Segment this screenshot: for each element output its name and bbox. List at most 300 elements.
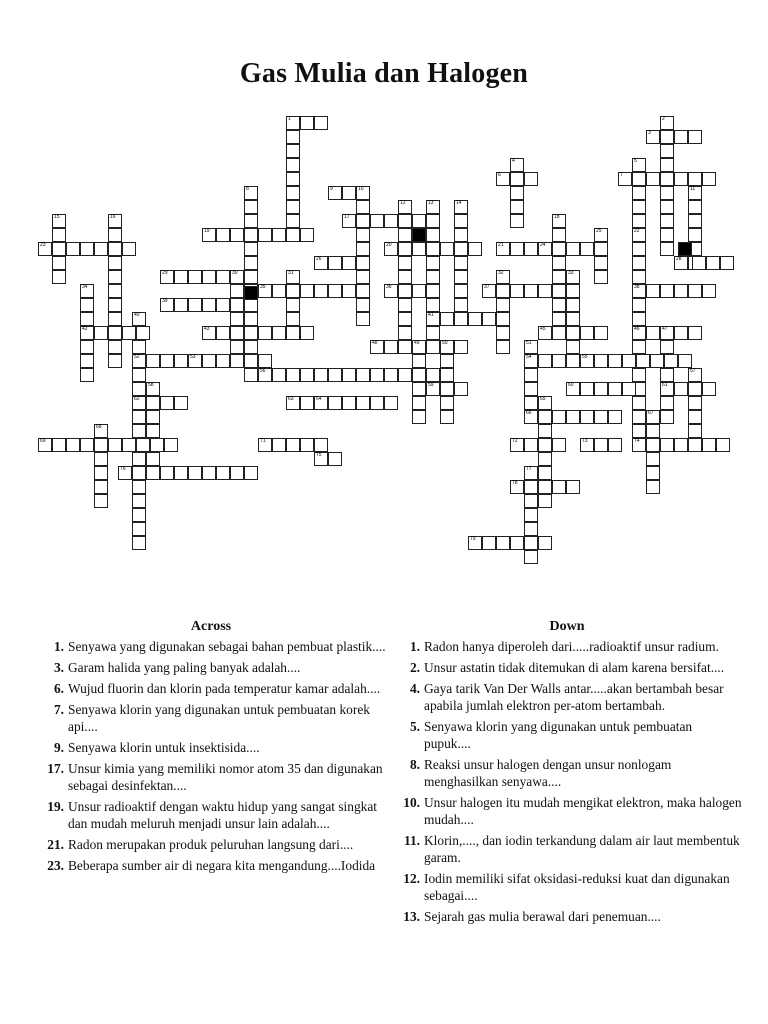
grid-cell[interactable] [646,452,660,466]
grid-cell[interactable] [660,438,674,452]
grid-cell[interactable] [632,396,646,410]
grid-cell[interactable] [132,312,146,326]
grid-cell[interactable] [660,284,674,298]
grid-cell[interactable] [632,172,646,186]
grid-cell[interactable] [688,284,702,298]
grid-cell[interactable] [146,396,160,410]
grid-cell[interactable] [370,396,384,410]
grid-cell[interactable] [552,438,566,452]
grid-cell[interactable] [566,326,580,340]
grid-cell[interactable] [328,284,342,298]
grid-cell[interactable] [258,368,272,382]
grid-cell[interactable] [300,228,314,242]
grid-cell[interactable] [646,130,660,144]
grid-cell[interactable] [716,438,730,452]
grid-cell[interactable] [146,466,160,480]
grid-cell[interactable] [398,242,412,256]
grid-cell[interactable] [688,130,702,144]
grid-cell[interactable] [538,536,552,550]
grid-cell[interactable] [688,396,702,410]
grid-cell[interactable] [538,396,552,410]
grid-cell[interactable] [538,242,552,256]
grid-cell[interactable] [286,396,300,410]
grid-cell[interactable] [94,494,108,508]
grid-cell[interactable] [132,368,146,382]
grid-cell[interactable] [244,466,258,480]
grid-cell[interactable] [132,480,146,494]
grid-cell[interactable] [80,368,94,382]
grid-cell[interactable] [608,382,622,396]
grid-cell[interactable] [538,494,552,508]
grid-cell[interactable] [636,354,650,368]
grid-cell[interactable] [272,284,286,298]
grid-cell[interactable] [244,340,258,354]
grid-cell[interactable] [38,242,52,256]
grid-cell[interactable] [300,438,314,452]
grid-cell[interactable] [632,200,646,214]
grid-cell[interactable] [688,410,702,424]
grid-cell[interactable] [356,228,370,242]
grid-cell[interactable] [632,284,646,298]
grid-cell[interactable] [660,200,674,214]
grid-cell[interactable] [632,298,646,312]
grid-cell[interactable] [496,340,510,354]
grid-cell[interactable] [132,354,146,368]
grid-cell[interactable] [580,242,594,256]
grid-cell[interactable] [594,228,608,242]
grid-cell[interactable] [660,326,674,340]
grid-cell[interactable] [286,130,300,144]
grid-cell[interactable] [398,284,412,298]
grid-cell[interactable] [384,242,398,256]
grid-cell[interactable] [132,494,146,508]
grid-cell[interactable] [80,298,94,312]
grid-cell[interactable] [552,480,566,494]
grid-cell[interactable] [454,340,468,354]
grid-cell[interactable] [678,354,692,368]
grid-cell[interactable] [524,354,538,368]
grid-cell[interactable] [622,354,636,368]
grid-cell[interactable] [688,228,702,242]
grid-cell[interactable] [384,396,398,410]
grid-cell[interactable] [146,354,160,368]
grid-cell[interactable] [136,438,150,452]
grid-cell[interactable] [594,326,608,340]
grid-cell[interactable] [108,256,122,270]
grid-cell[interactable] [580,326,594,340]
grid-cell[interactable] [398,228,412,242]
grid-cell[interactable] [660,410,674,424]
grid-cell[interactable] [454,242,468,256]
grid-cell[interactable] [108,298,122,312]
grid-cell[interactable] [52,228,66,242]
grid-cell[interactable] [244,186,258,200]
grid-cell[interactable] [384,284,398,298]
grid-cell[interactable] [286,116,300,130]
grid-cell[interactable] [688,438,702,452]
grid-cell[interactable] [538,466,552,480]
grid-cell[interactable] [328,186,342,200]
grid-cell[interactable] [122,326,136,340]
grid-cell[interactable] [94,242,108,256]
grid-cell[interactable] [398,256,412,270]
grid-cell[interactable] [286,144,300,158]
grid-cell[interactable] [552,270,566,284]
grid-cell[interactable] [660,228,674,242]
grid-cell[interactable] [566,312,580,326]
grid-cell[interactable] [566,410,580,424]
grid-cell[interactable] [356,312,370,326]
grid-cell[interactable] [230,326,244,340]
grid-cell[interactable] [468,242,482,256]
grid-cell[interactable] [132,466,146,480]
grid-cell[interactable] [646,326,660,340]
grid-cell[interactable] [426,284,440,298]
grid-cell[interactable] [632,256,646,270]
grid-cell[interactable] [202,354,216,368]
grid-cell[interactable] [286,312,300,326]
grid-cell[interactable] [258,326,272,340]
grid-cell[interactable] [632,158,646,172]
grid-cell[interactable] [650,354,664,368]
grid-cell[interactable] [524,284,538,298]
grid-cell[interactable] [524,172,538,186]
grid-cell[interactable] [454,284,468,298]
grid-cell[interactable] [272,368,286,382]
grid-cell[interactable] [552,242,566,256]
grid-cell[interactable] [688,424,702,438]
grid-cell[interactable] [370,214,384,228]
grid-cell[interactable] [702,284,716,298]
grid-cell[interactable] [286,326,300,340]
grid-cell[interactable] [122,242,136,256]
grid-cell[interactable] [454,256,468,270]
grid-cell[interactable] [286,368,300,382]
grid-cell[interactable] [52,270,66,284]
grid-cell[interactable] [538,480,552,494]
grid-cell[interactable] [286,228,300,242]
grid-cell[interactable] [426,368,440,382]
grid-cell[interactable] [286,186,300,200]
grid-cell[interactable] [552,214,566,228]
grid-cell[interactable] [202,326,216,340]
grid-cell[interactable] [510,214,524,228]
grid-cell[interactable] [580,354,594,368]
grid-cell[interactable] [440,410,454,424]
grid-cell[interactable] [566,284,580,298]
grid-cell[interactable] [482,536,496,550]
grid-cell[interactable] [384,214,398,228]
grid-cell[interactable] [632,340,646,354]
grid-cell[interactable] [80,340,94,354]
grid-cell[interactable] [66,438,80,452]
grid-cell[interactable] [632,410,646,424]
grid-cell[interactable] [398,214,412,228]
grid-cell[interactable] [286,172,300,186]
grid-cell[interactable] [566,270,580,284]
grid-cell[interactable] [552,284,566,298]
grid-cell[interactable] [108,354,122,368]
grid-cell[interactable] [632,242,646,256]
grid-cell[interactable] [132,340,146,354]
grid-cell[interactable] [94,424,108,438]
grid-cell[interactable] [580,382,594,396]
grid-cell[interactable] [660,186,674,200]
grid-cell[interactable] [52,214,66,228]
grid-cell[interactable] [356,186,370,200]
grid-cell[interactable] [286,284,300,298]
grid-cell[interactable] [552,354,566,368]
grid-cell[interactable] [552,228,566,242]
grid-cell[interactable] [80,354,94,368]
grid-cell[interactable] [146,410,160,424]
grid-cell[interactable] [440,354,454,368]
grid-cell[interactable] [426,214,440,228]
grid-cell[interactable] [720,256,734,270]
grid-cell[interactable] [632,368,646,382]
grid-cell[interactable] [398,298,412,312]
grid-cell[interactable] [538,424,552,438]
grid-cell[interactable] [510,200,524,214]
grid-cell[interactable] [244,228,258,242]
grid-cell[interactable] [496,312,510,326]
grid-cell[interactable] [608,354,622,368]
grid-cell[interactable] [538,354,552,368]
grid-cell[interactable] [524,480,538,494]
grid-cell[interactable] [328,396,342,410]
grid-cell[interactable] [412,242,426,256]
grid-cell[interactable] [244,214,258,228]
grid-cell[interactable] [632,270,646,284]
grid-cell[interactable] [244,270,258,284]
grid-cell[interactable] [286,200,300,214]
grid-cell[interactable] [454,312,468,326]
grid-cell[interactable] [660,130,674,144]
grid-cell[interactable] [692,256,706,270]
grid-cell[interactable] [660,396,674,410]
grid-cell[interactable] [314,284,328,298]
grid-cell[interactable] [244,200,258,214]
grid-cell[interactable] [646,172,660,186]
grid-cell[interactable] [660,172,674,186]
grid-cell[interactable] [524,522,538,536]
grid-cell[interactable] [136,326,150,340]
grid-cell[interactable] [412,284,426,298]
grid-cell[interactable] [300,284,314,298]
grid-cell[interactable] [660,144,674,158]
grid-cell[interactable] [108,312,122,326]
grid-cell[interactable] [454,214,468,228]
grid-cell[interactable] [496,536,510,550]
grid-cell[interactable] [702,382,716,396]
grid-cell[interactable] [660,382,674,396]
grid-cell[interactable] [132,452,146,466]
grid-cell[interactable] [108,270,122,284]
grid-cell[interactable] [608,410,622,424]
grid-cell[interactable] [412,382,426,396]
grid-cell[interactable] [524,340,538,354]
grid-cell[interactable] [258,438,272,452]
grid-cell[interactable] [188,298,202,312]
grid-cell[interactable] [230,354,244,368]
grid-cell[interactable] [412,340,426,354]
grid-cell[interactable] [300,396,314,410]
grid-cell[interactable] [496,284,510,298]
grid-cell[interactable] [538,410,552,424]
grid-cell[interactable] [524,494,538,508]
grid-cell[interactable] [52,256,66,270]
grid-cell[interactable] [160,298,174,312]
grid-cell[interactable] [108,284,122,298]
grid-cell[interactable] [342,396,356,410]
grid-cell[interactable] [524,438,538,452]
grid-cell[interactable] [632,214,646,228]
grid-cell[interactable] [150,438,164,452]
grid-cell[interactable] [202,298,216,312]
grid-cell[interactable] [632,186,646,200]
grid-cell[interactable] [286,270,300,284]
grid-cell[interactable] [216,354,230,368]
grid-cell[interactable] [552,298,566,312]
grid-cell[interactable] [524,466,538,480]
grid-cell[interactable] [688,368,702,382]
grid-cell[interactable] [80,242,94,256]
grid-cell[interactable] [108,340,122,354]
grid-cell[interactable] [594,382,608,396]
grid-cell[interactable] [160,396,174,410]
grid-cell[interactable] [594,410,608,424]
grid-cell[interactable] [622,382,636,396]
grid-cell[interactable] [524,396,538,410]
grid-cell[interactable] [524,410,538,424]
grid-cell[interactable] [370,340,384,354]
grid-cell[interactable] [300,368,314,382]
grid-cell[interactable] [342,256,356,270]
grid-cell[interactable] [674,326,688,340]
grid-cell[interactable] [468,312,482,326]
grid-cell[interactable] [94,326,108,340]
grid-cell[interactable] [688,326,702,340]
grid-cell[interactable] [258,284,272,298]
grid-cell[interactable] [108,326,122,340]
grid-cell[interactable] [496,326,510,340]
grid-cell[interactable] [594,256,608,270]
grid-cell[interactable] [108,214,122,228]
grid-cell[interactable] [454,298,468,312]
grid-cell[interactable] [632,326,646,340]
grid-cell[interactable] [608,438,622,452]
grid-cell[interactable] [356,396,370,410]
grid-cell[interactable] [230,298,244,312]
grid-cell[interactable] [342,284,356,298]
grid-cell[interactable] [94,466,108,480]
grid-cell[interactable] [328,452,342,466]
grid-cell[interactable] [646,438,660,452]
grid-cell[interactable] [94,480,108,494]
grid-cell[interactable] [440,396,454,410]
grid-cell[interactable] [300,326,314,340]
grid-cell[interactable] [174,298,188,312]
grid-cell[interactable] [244,354,258,368]
grid-cell[interactable] [230,284,244,298]
grid-cell[interactable] [286,214,300,228]
grid-cell[interactable] [510,242,524,256]
grid-cell[interactable] [146,382,160,396]
grid-cell[interactable] [342,186,356,200]
grid-cell[interactable] [688,172,702,186]
grid-cell[interactable] [510,536,524,550]
grid-cell[interactable] [398,340,412,354]
grid-cell[interactable] [440,312,454,326]
grid-cell[interactable] [426,312,440,326]
grid-cell[interactable] [328,368,342,382]
grid-cell[interactable] [188,466,202,480]
grid-cell[interactable] [524,508,538,522]
grid-cell[interactable] [524,536,538,550]
grid-cell[interactable] [660,340,674,354]
grid-cell[interactable] [94,438,108,452]
grid-cell[interactable] [174,466,188,480]
grid-cell[interactable] [122,438,136,452]
grid-cell[interactable] [646,424,660,438]
grid-cell[interactable] [674,284,688,298]
grid-cell[interactable] [356,284,370,298]
grid-cell[interactable] [286,438,300,452]
grid-cell[interactable] [702,172,716,186]
grid-cell[interactable] [440,368,454,382]
grid-cell[interactable] [552,410,566,424]
grid-cell[interactable] [286,298,300,312]
grid-cell[interactable] [356,200,370,214]
grid-cell[interactable] [398,200,412,214]
grid-cell[interactable] [552,256,566,270]
grid-cell[interactable] [94,452,108,466]
grid-cell[interactable] [314,396,328,410]
grid-cell[interactable] [314,452,328,466]
grid-cell[interactable] [202,466,216,480]
grid-cell[interactable] [314,438,328,452]
grid-cell[interactable] [440,340,454,354]
grid-cell[interactable] [580,410,594,424]
grid-cell[interactable] [440,242,454,256]
grid-cell[interactable] [286,158,300,172]
grid-cell[interactable] [426,242,440,256]
grid-cell[interactable] [398,368,412,382]
grid-cell[interactable] [164,438,178,452]
grid-cell[interactable] [230,466,244,480]
grid-cell[interactable] [566,354,580,368]
grid-cell[interactable] [632,424,646,438]
grid-cell[interactable] [174,354,188,368]
grid-cell[interactable] [216,228,230,242]
grid-cell[interactable] [496,270,510,284]
grid-cell[interactable] [160,354,174,368]
grid-cell[interactable] [356,256,370,270]
grid-cell[interactable] [132,396,146,410]
grid-cell[interactable] [664,354,678,368]
grid-cell[interactable] [356,242,370,256]
grid-cell[interactable] [660,116,674,130]
grid-cell[interactable] [660,368,674,382]
grid-cell[interactable] [496,172,510,186]
grid-cell[interactable] [688,382,702,396]
grid-cell[interactable] [426,298,440,312]
grid-cell[interactable] [426,270,440,284]
grid-cell[interactable] [384,340,398,354]
grid-cell[interactable] [188,270,202,284]
grid-cell[interactable] [146,424,160,438]
grid-cell[interactable] [566,480,580,494]
